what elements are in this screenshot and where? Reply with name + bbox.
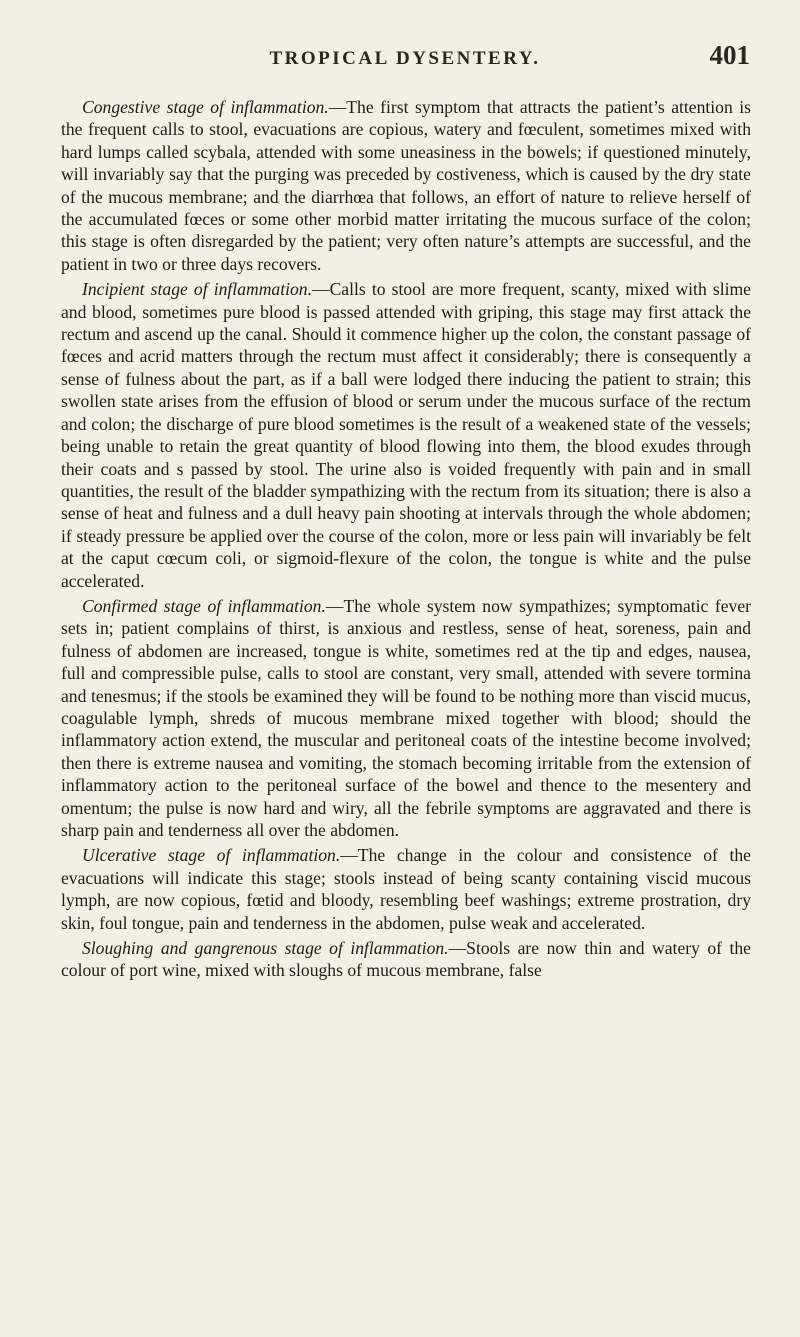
paragraph-text: —The change in the colour and consistence of the evacuations will indicate this stage; stools instead of being scanty containing viscid mucous lymph, are now copious, fœtid and bloody, resembling beef washings; extreme prostration, dry skin, foul tongue, pain and tenderness in the abdomen, pulse weak and accelerated.	[61, 845, 751, 933]
paragraph-heading: Congestive stage of inflammation.	[82, 97, 329, 117]
paragraph-incipient-stage	[61, 278, 751, 592]
paragraph-congestive-stage	[61, 96, 751, 275]
paragraph-confirmed-stage	[61, 595, 751, 841]
page-number: 401	[709, 40, 750, 70]
paragraph-heading: Incipient stage of inflammation.	[82, 279, 312, 300]
paragraph-ulcerative-stage	[61, 844, 751, 934]
paragraph-sloughing-stage	[61, 937, 751, 982]
paragraph-heading: Sloughing and gangrenous stage of inflammation.	[82, 938, 449, 959]
running-title: TROPICAL DYSENTERY.	[269, 48, 541, 69]
paragraph-heading: Ulcerative stage of inflammation.	[82, 845, 341, 866]
paragraph-heading: Confirmed stage of inflammation.	[82, 595, 326, 616]
paragraph-text: —The first symptom that attracts the patient’s attention is the frequent calls to stool, evacuations are copious, watery and fœculent, sometimes mixed with hard lumps called scybala, attended with some uneasiness in the bowels; if questioned minutely, will invariably say that the purging was preceded by costiveness, which is caused by the dry state of the mucous membrane; and the diarrhœa that follows, an effort of nature to relieve herself of the accumulated fœces or some other morbid matter irritating the mucous surface of the colon; this stage is often disregarded by the patient; very often nature’s attempts are successful, and the patient in two or three days recovers.	[61, 97, 751, 274]
paragraph-text: —Calls to stool are more frequent, scanty, mixed with slime and blood, sometimes pure blood is passed attended with griping, this stage may first attack the rectum and ascend up the canal. Should it commence higher up the colon, the constant passage of fœces and acrid matters through the rectum must affect it considerably; there is consequently a sense of fulness about the part, as if a ball were lodged there inducing the patient to strain; this swollen state arises from the effusion of blood or serum under the mucous surface of the rectum and colon; the discharge of pure blood sometimes is the result of a weakened state of the vessels; being unable to retain the great quantity of blood flowing into them, the blood exudes through their coats and s passed by stool. The urine also is voided frequently with pain and in small quantities, the result of the bladder sympathizing with the rectum from its situation; there is also a sense of heat and fulness and a dull heavy pain shooting at intervals through the whole abdomen; if steady pressure be applied over the course of the colon, more or less pain will invariably be felt at the caput cœcum coli, or sigmoid-flexure of the colon, the tongue is white and the pulse accelerated.	[61, 279, 751, 591]
paragraph-text: —The whole system now sympathizes; symptomatic fever sets in; patient complains of thirst, is anxious and restless, sense of heat, soreness, pain and fulness of abdomen are increased, tongue is white, sometimes red at the tip and edges, nausea, full and compressible pulse, calls to stool are constant, very small, attended with severe tormina and tenesmus; if the stools be examined they will be found to be nothing more than viscid mucus, coagulable lymph, shreds of mucous membrane mixed together with blood; should the inflammatory action extend, the muscular and peritoneal coats of the intestine become involved; then there is extreme nausea and vomiting, the stomach becoming irritable from the extension of inflammatory action to the peritoneal surface of the bowel and thence to the mesentery and omentum; the pulse is now hard and wiry, all the febrile symptoms are aggravated and there is sharp pain and tenderness all over the abdomen.	[61, 595, 752, 840]
body-text	[61, 96, 751, 985]
running-head	[60, 34, 750, 70]
paragraph-text: —Stools are now thin and watery of the colour of port wine, mixed with sloughs of mucous membrane, false	[61, 938, 751, 981]
